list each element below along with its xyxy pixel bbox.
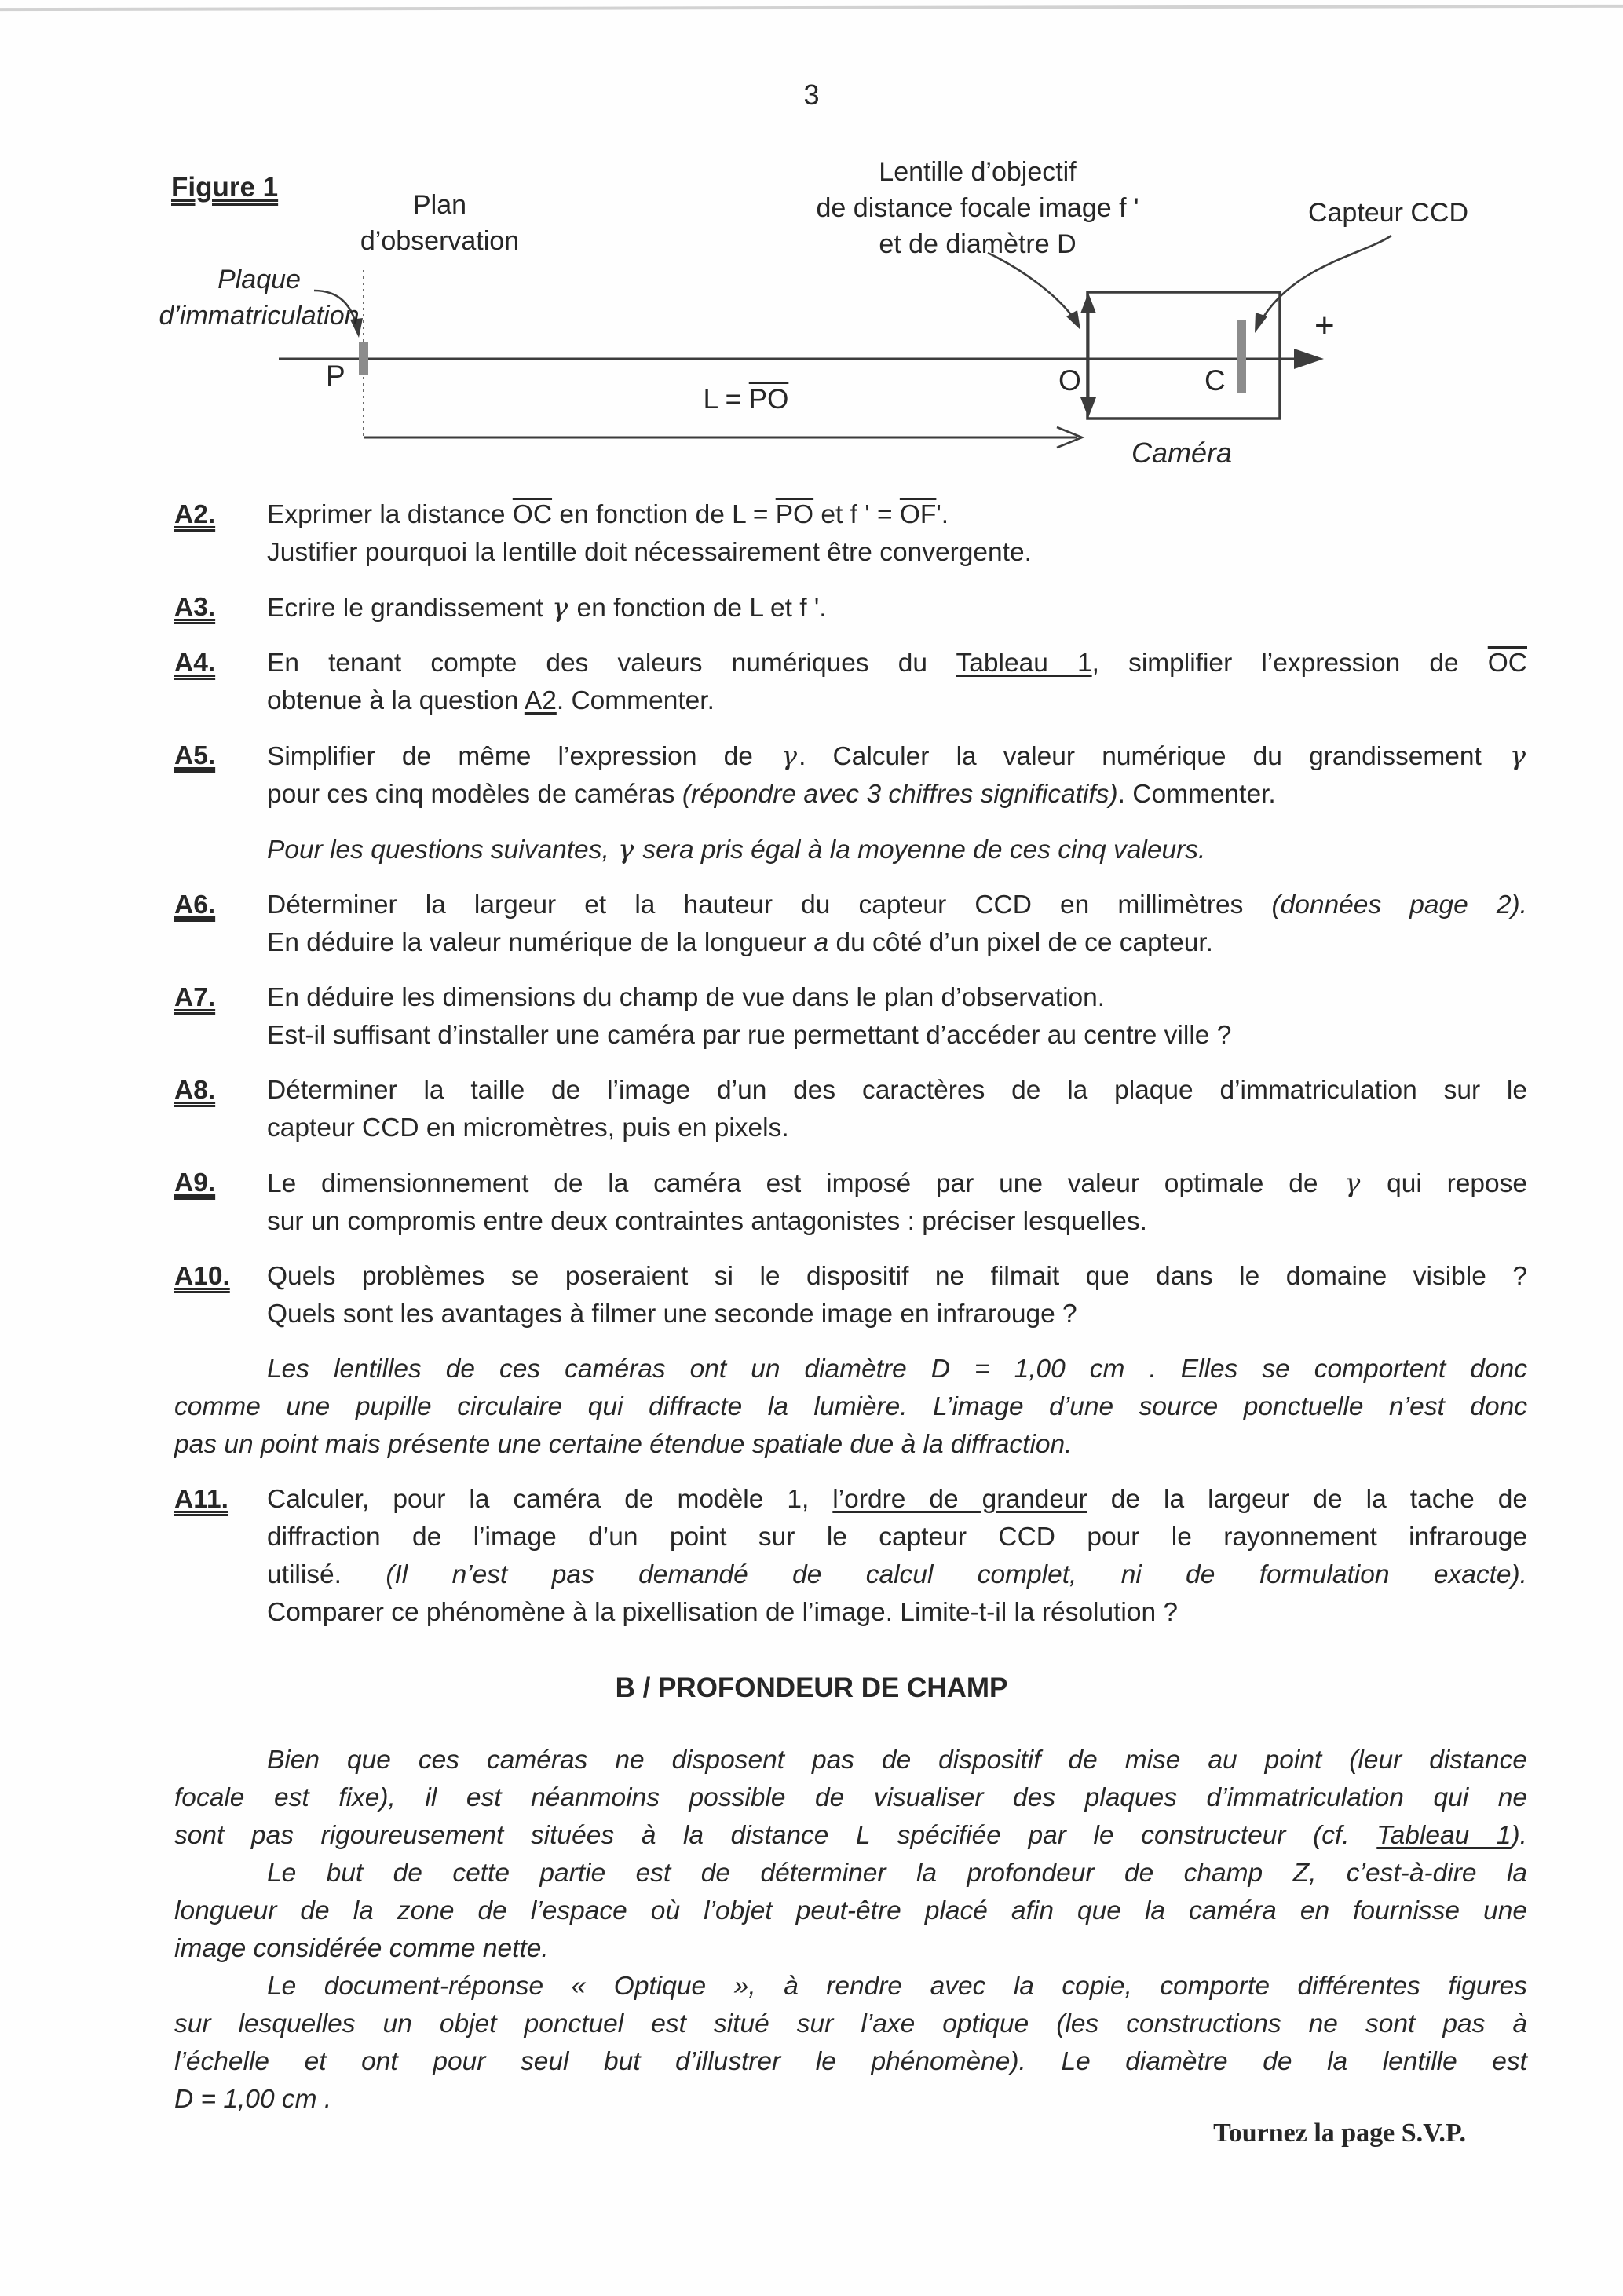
- question-a6: [174, 887, 1527, 962]
- ccd-sensor-bar: [1237, 320, 1246, 393]
- label-line: et de diamètre D: [879, 229, 1077, 259]
- text-segment: et f ' =: [813, 500, 900, 529]
- question-text: [267, 979, 1527, 1055]
- figure-title: [171, 170, 278, 206]
- question-a5: [174, 737, 1527, 813]
- plate-mark-p: [359, 342, 368, 375]
- question-a8: [174, 1072, 1527, 1147]
- point-c-label: C: [1204, 364, 1226, 397]
- question-id: [174, 1164, 267, 1241]
- text-segment: qui repose: [1362, 1169, 1527, 1198]
- text-segment: Le dimensionnement de la caméra est imposé par une valeur optimale de: [267, 1169, 1343, 1198]
- question-text: [267, 1258, 1527, 1333]
- text-segment: longueur de la zone de l’espace où l’objet peut-être placé afin que la caméra en fournisse une: [174, 1896, 1527, 1925]
- text-segment: (répondre avec 3 chiffres significatifs): [682, 780, 1118, 809]
- text-segment: Déterminer la taille de l’image d’un des caractères de la plaque d’immatriculation sur le: [267, 1076, 1527, 1105]
- lens-label: [797, 154, 1158, 262]
- point-p-label: P: [326, 360, 345, 392]
- question-text: [267, 1072, 1527, 1147]
- text-segment: Les lentilles de ces caméras ont un diamètre D = 1,00 cm . Elles se comportent donc: [267, 1355, 1527, 1384]
- lens-pointer-arrowhead: [1066, 310, 1080, 330]
- questions-area: [174, 496, 1527, 2119]
- question-text: [267, 1481, 1527, 1632]
- label-line: Lentille d’objectif: [879, 157, 1077, 187]
- question-text: [267, 1164, 1527, 1241]
- text-segment: Pour les questions suivantes,: [267, 835, 617, 865]
- question-id: [174, 1258, 267, 1333]
- section-b-paragraphs: [174, 1742, 1527, 2119]
- interlude-note: [267, 831, 1527, 869]
- text-line: [267, 831, 1527, 869]
- text-segment: En déduire les dimensions du champ de vue dans le plan d’observation.: [267, 983, 1106, 1012]
- text-segment: sur un compromis entre deux contraintes antagonistes : préciser lesquelles.: [267, 1207, 1147, 1236]
- question-id: [174, 1072, 267, 1147]
- text-line: [267, 589, 1527, 627]
- text-segment: en fonction de L et f '.: [569, 594, 827, 623]
- text-segment: γ: [781, 740, 798, 771]
- label-line: de distance focale image f ': [816, 193, 1139, 223]
- question-id-text: A11.: [174, 1485, 228, 1514]
- text-segment: A2: [524, 686, 557, 715]
- label-line: d’immatriculation: [159, 301, 360, 331]
- camera-label: Caméra: [1131, 437, 1233, 469]
- question-a4: [174, 645, 1527, 720]
- text-segment: γ: [1509, 740, 1526, 771]
- footer-note: Tournez la page S.V.P.: [1213, 2119, 1466, 2148]
- text-line: [267, 1296, 1527, 1333]
- text-segment: de la largeur de la tache de: [1087, 1485, 1527, 1514]
- text-segment: sur lesquelles un objet ponctuel est situé sur l’axe optique (les constructions ne sont pas à: [174, 2009, 1527, 2038]
- text-segment: L =: [703, 384, 749, 415]
- text-segment: focale est fixe), il est néanmoins possible de visualiser des plaques d’immatriculation qui ne: [174, 1783, 1527, 1812]
- text-segment: sont pas rigoureusement situées à la distance L spécifiée par le constructeur (cf.: [174, 1821, 1377, 1850]
- text-segment: ).: [1511, 1821, 1527, 1850]
- text-line: [174, 2081, 1527, 2119]
- text-line: [267, 682, 1527, 720]
- text-line: [174, 1351, 1527, 1388]
- text-segment: '.: [936, 500, 949, 529]
- text-line: [174, 1817, 1527, 1855]
- question-id: [174, 737, 267, 813]
- text-line: [267, 496, 1527, 534]
- point-o-label: O: [1058, 364, 1081, 397]
- question-id-text: A8.: [174, 1076, 216, 1105]
- text-segment: Est-il suffisant d’installer une caméra par rue permettant d’accéder au centre ville ?: [267, 1021, 1232, 1050]
- text-segment: Tableau 1: [1376, 1821, 1512, 1850]
- text-segment: Déterminer la largeur et la hauteur du capteur CCD en millimètres: [267, 890, 1272, 919]
- text-line: [174, 1742, 1527, 1779]
- text-line: [174, 2043, 1527, 2081]
- text-line: [267, 1258, 1527, 1296]
- label-line: Plan: [412, 190, 467, 220]
- label-line: Plaque: [217, 265, 301, 294]
- question-id-text: A5.: [174, 741, 216, 770]
- question-id: [174, 496, 267, 572]
- text-segment: D = 1,00 cm .: [174, 2085, 332, 2114]
- question-id-text: A10.: [174, 1262, 230, 1291]
- text-line: [267, 924, 1527, 962]
- text-segment: Le document-réponse « Optique », à rendre avec la copie, comporte différentes figures: [267, 1972, 1527, 2001]
- text-line: [267, 887, 1527, 924]
- text-segment: (données page 2).: [1271, 890, 1527, 919]
- question-a7: [174, 979, 1527, 1055]
- question-id: [174, 589, 267, 627]
- text-line: [174, 1930, 1527, 1968]
- question-id-text: A6.: [174, 890, 216, 919]
- question-id-text: A2.: [174, 500, 216, 529]
- text-segment: , simplifier l’expression de: [1091, 649, 1488, 678]
- text-segment: Simplifier de même l’expression de: [267, 742, 780, 771]
- question-text: [267, 645, 1527, 720]
- text-segment: $\overline{OC}$: [1487, 649, 1527, 678]
- text-line: [267, 737, 1527, 776]
- text-line: [267, 1481, 1527, 1519]
- text-line: [174, 1892, 1527, 1930]
- text-segment: Quels sont les avantages à filmer une seconde image en infrarouge ?: [267, 1300, 1077, 1329]
- figure-1: [0, 0, 1623, 518]
- text-line: [267, 1203, 1527, 1241]
- ccd-sensor-label: Capteur CCD: [1307, 198, 1469, 228]
- text-segment: $\overline{PO}$: [748, 384, 789, 415]
- text-line: [267, 1164, 1527, 1203]
- axis-plus-sign: +: [1314, 306, 1335, 345]
- question-text: [267, 496, 1527, 572]
- question-a10: [174, 1258, 1527, 1333]
- text-segment: . Commenter.: [556, 686, 715, 715]
- lens-pointer-arrow: [988, 253, 1077, 322]
- text-segment: pas un point mais présente une certaine étendue spatiale due à la diffraction.: [174, 1430, 1073, 1459]
- text-line: [174, 1426, 1527, 1464]
- text-segment: γ: [1344, 1168, 1361, 1198]
- lens-arrowhead-bottom: [1080, 397, 1096, 418]
- question-id: [174, 887, 267, 962]
- text-line: [174, 1388, 1527, 1426]
- question-id-text: A9.: [174, 1168, 216, 1197]
- text-segment: capteur CCD en micromètres, puis en pixels.: [267, 1113, 789, 1143]
- text-segment: a: [813, 928, 829, 957]
- text-segment: . Calculer la valeur numérique du grandissement: [799, 742, 1508, 771]
- text-segment: Tableau 1: [956, 649, 1092, 678]
- text-segment: diffraction de l’image d’un point sur le capteur CCD pour le rayonnement infrarouge: [267, 1523, 1527, 1552]
- text-line: [267, 1519, 1527, 1556]
- text-line: [267, 534, 1527, 572]
- text-segment: Exprimer la distance: [267, 500, 513, 529]
- plate-label: [133, 261, 385, 334]
- text-line: [174, 1779, 1527, 1817]
- text-segment: En déduire la valeur numérique de la longueur: [267, 928, 814, 957]
- text-segment: En tenant compte des valeurs numériques du: [267, 649, 956, 678]
- section-b-title: B / PROFONDEUR DE CHAMP: [615, 1673, 1008, 1703]
- figure-title-text: Figure 1: [171, 172, 279, 203]
- question-text: [267, 887, 1527, 962]
- text-line: [267, 776, 1527, 813]
- question-text: [267, 737, 1527, 813]
- text-segment: comme une pupille circulaire qui diffracte la lumière. L’image d’une source ponctuelle n’est donc: [174, 1392, 1527, 1421]
- text-segment: Le but de cette partie est de déterminer la profondeur de champ Z, c’est-à-dire la: [267, 1859, 1527, 1888]
- text-segment: $\overline{OF}$: [899, 500, 937, 529]
- text-segment: Comparer ce phénomène à la pixellisation de l’image. Limite-t-il la résolution ?: [267, 1598, 1179, 1627]
- text-segment: Quels problèmes se poseraient si le dispositif ne filmait que dans le domaine visible ?: [267, 1262, 1527, 1291]
- text-line: [267, 1110, 1527, 1147]
- text-segment: utilisé.: [267, 1560, 386, 1589]
- text-segment: (Il n’est pas demandé de calcul complet, ni de formulation exacte).: [386, 1560, 1527, 1589]
- text-segment: Justifier pourquoi la lentille doit nécessairement être convergente.: [267, 538, 1032, 567]
- question-a3: [174, 589, 1527, 627]
- text-segment: Ecrire le grandissement: [267, 594, 551, 623]
- label-line: d’observation: [360, 226, 520, 256]
- text-segment: $\overline{PO}$: [775, 500, 814, 529]
- text-segment: . Commenter.: [1117, 780, 1276, 809]
- text-line: [267, 979, 1527, 1017]
- distance-label: [644, 382, 848, 418]
- text-line: [267, 1072, 1527, 1110]
- text-segment: du côté d’un pixel de ce capteur.: [828, 928, 1213, 957]
- question-id-text: A3.: [174, 593, 216, 622]
- question-id: [174, 645, 267, 720]
- question-a9: [174, 1164, 1527, 1241]
- text-line: [174, 2005, 1527, 2043]
- question-id-text: A4.: [174, 649, 216, 678]
- diffraction-note: [174, 1351, 1527, 1464]
- question-id-text: A7.: [174, 983, 216, 1012]
- lens-arrowhead-top: [1080, 293, 1096, 313]
- text-line: [267, 1556, 1527, 1594]
- observation-plane-label: [298, 187, 581, 259]
- text-line: [267, 1594, 1527, 1632]
- question-text: [267, 589, 1527, 627]
- page-number: 3: [803, 79, 820, 111]
- text-segment: sera pris égal à la moyenne de ces cinq valeurs.: [635, 835, 1206, 865]
- text-segment: pour ces cinq modèles de caméras: [267, 780, 682, 809]
- text-segment: en fonction de L =: [552, 500, 776, 529]
- question-a11: [174, 1481, 1527, 1632]
- text-segment: image considérée comme nette.: [174, 1934, 549, 1963]
- axis-arrowhead: [1294, 349, 1324, 369]
- text-segment: l’échelle et ont pour seul but d’illustrer le phénomène). Le diamètre de la lentille est: [174, 2047, 1527, 2076]
- text-segment: obtenue à la question: [267, 686, 525, 715]
- question-id: [174, 1481, 267, 1632]
- text-line: [174, 1855, 1527, 1892]
- text-segment: Calculer, pour la caméra de modèle 1,: [267, 1485, 833, 1514]
- text-line: [174, 1968, 1527, 2005]
- camera-box: [1087, 292, 1280, 419]
- text-segment: Bien que ces caméras ne disposent pas de dispositif de mise au point (leur distance: [267, 1746, 1527, 1775]
- text-segment: γ: [618, 834, 634, 865]
- text-line: [267, 1017, 1527, 1055]
- text-segment: γ: [552, 592, 568, 623]
- question-a2: [174, 496, 1527, 572]
- text-line: [267, 645, 1527, 682]
- text-segment: l’ordre de grandeur: [832, 1485, 1087, 1514]
- question-id: [174, 979, 267, 1055]
- text-segment: $\overline{OC}$: [512, 500, 553, 529]
